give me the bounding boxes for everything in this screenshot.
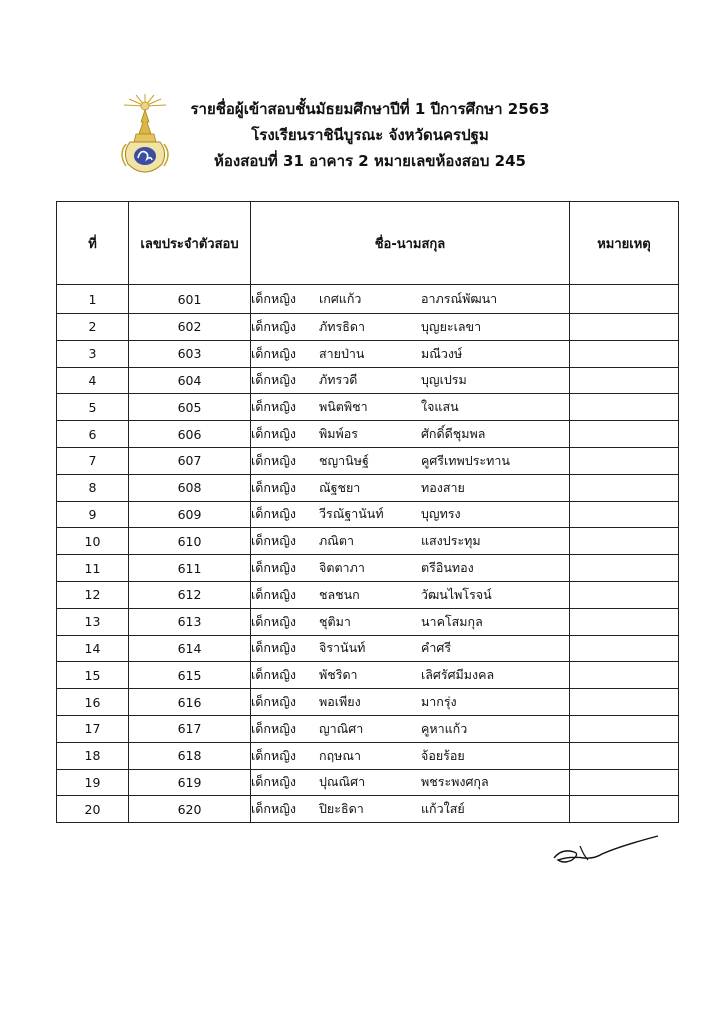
- full-name: [251, 555, 570, 582]
- table-header-row: [57, 202, 679, 285]
- table-row: [57, 715, 679, 742]
- first-name: จิตตาภา: [319, 560, 365, 576]
- table-row: [57, 394, 679, 421]
- remarks-cell: [570, 501, 679, 528]
- last-name: บุญทรง: [421, 506, 461, 522]
- table-row: [57, 421, 679, 448]
- first-name: จิรานันท์: [319, 640, 366, 656]
- first-name: วีรณัฐานันท์: [319, 506, 384, 522]
- exam-id: 619: [129, 769, 251, 796]
- last-name: จ้อยร้อย: [421, 747, 465, 763]
- name-prefix: เด็กหญิง: [251, 640, 296, 656]
- exam-id: 606: [129, 421, 251, 448]
- exam-id: 612: [129, 581, 251, 608]
- remarks-cell: [570, 340, 679, 367]
- full-name: [251, 715, 570, 742]
- exam-id: 602: [129, 314, 251, 341]
- remarks-cell: [570, 689, 679, 716]
- column-header-exam-id: เลขประจำตัวสอบ: [129, 202, 251, 285]
- table-row: [57, 742, 679, 769]
- remarks-cell: [570, 394, 679, 421]
- remarks-cell: [570, 474, 679, 501]
- name-prefix: เด็กหญิง: [251, 372, 296, 388]
- name-prefix: เด็กหญิง: [251, 291, 296, 306]
- first-name: ภัทรวดี: [319, 372, 358, 388]
- exam-id: 601: [129, 285, 251, 314]
- full-name: [251, 394, 570, 421]
- last-name: มากรุ่ง: [421, 694, 457, 710]
- remarks-cell: [570, 769, 679, 796]
- name-prefix: เด็กหญิง: [251, 667, 296, 683]
- full-name: [251, 528, 570, 555]
- name-prefix: เด็กหญิง: [251, 506, 296, 522]
- full-name: [251, 608, 570, 635]
- remarks-cell: [570, 742, 679, 769]
- first-name: ภัทรธิดา: [319, 318, 365, 334]
- column-header-remarks: หมายเหตุ: [570, 202, 679, 285]
- table-row: [57, 528, 679, 555]
- remarks-cell: [570, 447, 679, 474]
- name-prefix: เด็กหญิง: [251, 774, 296, 790]
- exam-id: 610: [129, 528, 251, 555]
- exam-id: 605: [129, 394, 251, 421]
- remarks-cell: [570, 367, 679, 394]
- full-name: [251, 314, 570, 341]
- table-row: [57, 555, 679, 582]
- exam-id: 614: [129, 635, 251, 662]
- remarks-cell: [570, 528, 679, 555]
- name-prefix: เด็กหญิง: [251, 479, 296, 495]
- name-prefix: เด็กหญิง: [251, 399, 296, 415]
- row-number: 5: [57, 394, 129, 421]
- remarks-cell: [570, 715, 679, 742]
- first-name: เกศแก้ว: [319, 291, 362, 306]
- full-name: [251, 742, 570, 769]
- first-name: พัชริดา: [319, 667, 358, 683]
- name-prefix: เด็กหญิง: [251, 345, 296, 361]
- remarks-cell: [570, 581, 679, 608]
- handwritten-signature-icon: [550, 832, 662, 866]
- full-name: [251, 501, 570, 528]
- table-row: [57, 474, 679, 501]
- name-prefix: เด็กหญิง: [251, 747, 296, 763]
- full-name: [251, 662, 570, 689]
- exam-id: 604: [129, 367, 251, 394]
- row-number: 13: [57, 608, 129, 635]
- school-line: โรงเรียนราชินีบูรณะ จังหวัดนครปฐม: [251, 126, 489, 144]
- full-name: [251, 769, 570, 796]
- row-number: 10: [57, 528, 129, 555]
- exam-id: 607: [129, 447, 251, 474]
- table-row: [57, 796, 679, 823]
- name-prefix: เด็กหญิง: [251, 694, 296, 710]
- exam-id: 620: [129, 796, 251, 823]
- last-name: เลิศรัศมีมงคล: [421, 667, 495, 683]
- exam-id: 611: [129, 555, 251, 582]
- full-name: [251, 689, 570, 716]
- first-name: ชญานิษฐ์: [319, 452, 369, 468]
- first-name: กฤษณา: [319, 747, 361, 763]
- full-name: [251, 340, 570, 367]
- remarks-cell: [570, 796, 679, 823]
- remarks-cell: [570, 314, 679, 341]
- table-row: [57, 285, 679, 314]
- full-name: [251, 474, 570, 501]
- row-number: 9: [57, 501, 129, 528]
- first-name: ณัฐชยา: [319, 479, 361, 495]
- last-name: แสงประทุม: [421, 533, 481, 549]
- full-name: [251, 285, 570, 314]
- last-name: อาภรณ์พัฒนา: [421, 291, 498, 306]
- last-name: ศักดิ์ดีชุมพล: [421, 426, 486, 442]
- row-number: 2: [57, 314, 129, 341]
- table-row: [57, 769, 679, 796]
- exam-id: 617: [129, 715, 251, 742]
- first-name: ปุณณิศา: [319, 774, 366, 790]
- exam-id: 609: [129, 501, 251, 528]
- last-name: บุญยะเลขา: [421, 318, 482, 334]
- first-name: ปิยะธิดา: [319, 801, 364, 817]
- full-name: [251, 635, 570, 662]
- table-body: [57, 285, 679, 823]
- row-number: 7: [57, 447, 129, 474]
- school-crest-icon: [116, 92, 174, 174]
- table-row: [57, 501, 679, 528]
- full-name: [251, 796, 570, 823]
- row-number: 18: [57, 742, 129, 769]
- last-name: บุญเปรม: [421, 372, 467, 388]
- name-prefix: เด็กหญิง: [251, 586, 296, 602]
- first-name: สายป่าน: [319, 345, 365, 361]
- remarks-cell: [570, 662, 679, 689]
- last-name: นาคโสมกุล: [421, 613, 483, 629]
- exam-id: 615: [129, 662, 251, 689]
- table-row: [57, 367, 679, 394]
- name-prefix: เด็กหญิง: [251, 533, 296, 549]
- first-name: พนิตพิชา: [319, 399, 368, 415]
- exam-id: 603: [129, 340, 251, 367]
- last-name: ทองสาย: [421, 479, 465, 495]
- last-name: คำศรี: [421, 640, 452, 656]
- last-name: แก้วใสย์: [421, 801, 465, 817]
- table-row: [57, 447, 679, 474]
- name-prefix: เด็กหญิง: [251, 801, 296, 817]
- first-name: ญาณิศา: [319, 720, 364, 736]
- name-prefix: เด็กหญิง: [251, 613, 296, 629]
- document-header: [180, 96, 560, 174]
- last-name: คูหาแก้ว: [421, 720, 468, 736]
- exam-id: 608: [129, 474, 251, 501]
- row-number: 4: [57, 367, 129, 394]
- row-number: 12: [57, 581, 129, 608]
- remarks-cell: [570, 421, 679, 448]
- first-name: พอเพียง: [319, 694, 361, 710]
- exam-id: 613: [129, 608, 251, 635]
- row-number: 17: [57, 715, 129, 742]
- row-number: 3: [57, 340, 129, 367]
- name-prefix: เด็กหญิง: [251, 560, 296, 576]
- last-name: ใจแสน: [421, 399, 459, 415]
- table-row: [57, 314, 679, 341]
- exam-id: 618: [129, 742, 251, 769]
- room-line: ห้องสอบที่ 31 อาคาร 2 หมายเลขห้องสอบ 245: [214, 152, 526, 170]
- last-name: พชระพงศกุล: [421, 774, 489, 790]
- remarks-cell: [570, 608, 679, 635]
- table-row: [57, 340, 679, 367]
- row-number: 8: [57, 474, 129, 501]
- row-number: 1: [57, 285, 129, 314]
- row-number: 19: [57, 769, 129, 796]
- first-name: ภณิตา: [319, 533, 354, 549]
- title-line: รายชื่อผู้เข้าสอบชั้นมัธยมศึกษาปีที่ 1 ปีการศึกษา 2563: [190, 100, 550, 118]
- table-row: [57, 608, 679, 635]
- row-number: 14: [57, 635, 129, 662]
- remarks-cell: [570, 635, 679, 662]
- name-prefix: เด็กหญิง: [251, 452, 296, 468]
- last-name: คูศรีเทพประทาน: [421, 452, 510, 468]
- full-name: [251, 581, 570, 608]
- exam-id: 616: [129, 689, 251, 716]
- full-name: [251, 421, 570, 448]
- last-name: วัฒนไพโรจน์: [421, 586, 492, 602]
- name-prefix: เด็กหญิง: [251, 720, 296, 736]
- name-prefix: เด็กหญิง: [251, 426, 296, 442]
- column-header-full-name: ชื่อ-นามสกุล: [251, 202, 570, 285]
- table-row: [57, 689, 679, 716]
- full-name: [251, 447, 570, 474]
- row-number: 15: [57, 662, 129, 689]
- table-row: [57, 581, 679, 608]
- first-name: ชุติมา: [319, 613, 351, 629]
- row-number: 11: [57, 555, 129, 582]
- table-row: [57, 635, 679, 662]
- row-number: 16: [57, 689, 129, 716]
- table-row: [57, 662, 679, 689]
- remarks-cell: [570, 555, 679, 582]
- roster-table: [56, 201, 679, 823]
- full-name: [251, 367, 570, 394]
- column-header-number: ที่: [57, 202, 129, 285]
- remarks-cell: [570, 285, 679, 314]
- first-name: ชลชนก: [319, 586, 360, 602]
- last-name: ตรีอินทอง: [421, 560, 474, 576]
- row-number: 6: [57, 421, 129, 448]
- first-name: พิมพ์อร: [319, 426, 358, 442]
- last-name: มณีวงษ์: [421, 345, 463, 361]
- name-prefix: เด็กหญิง: [251, 318, 296, 334]
- row-number: 20: [57, 796, 129, 823]
